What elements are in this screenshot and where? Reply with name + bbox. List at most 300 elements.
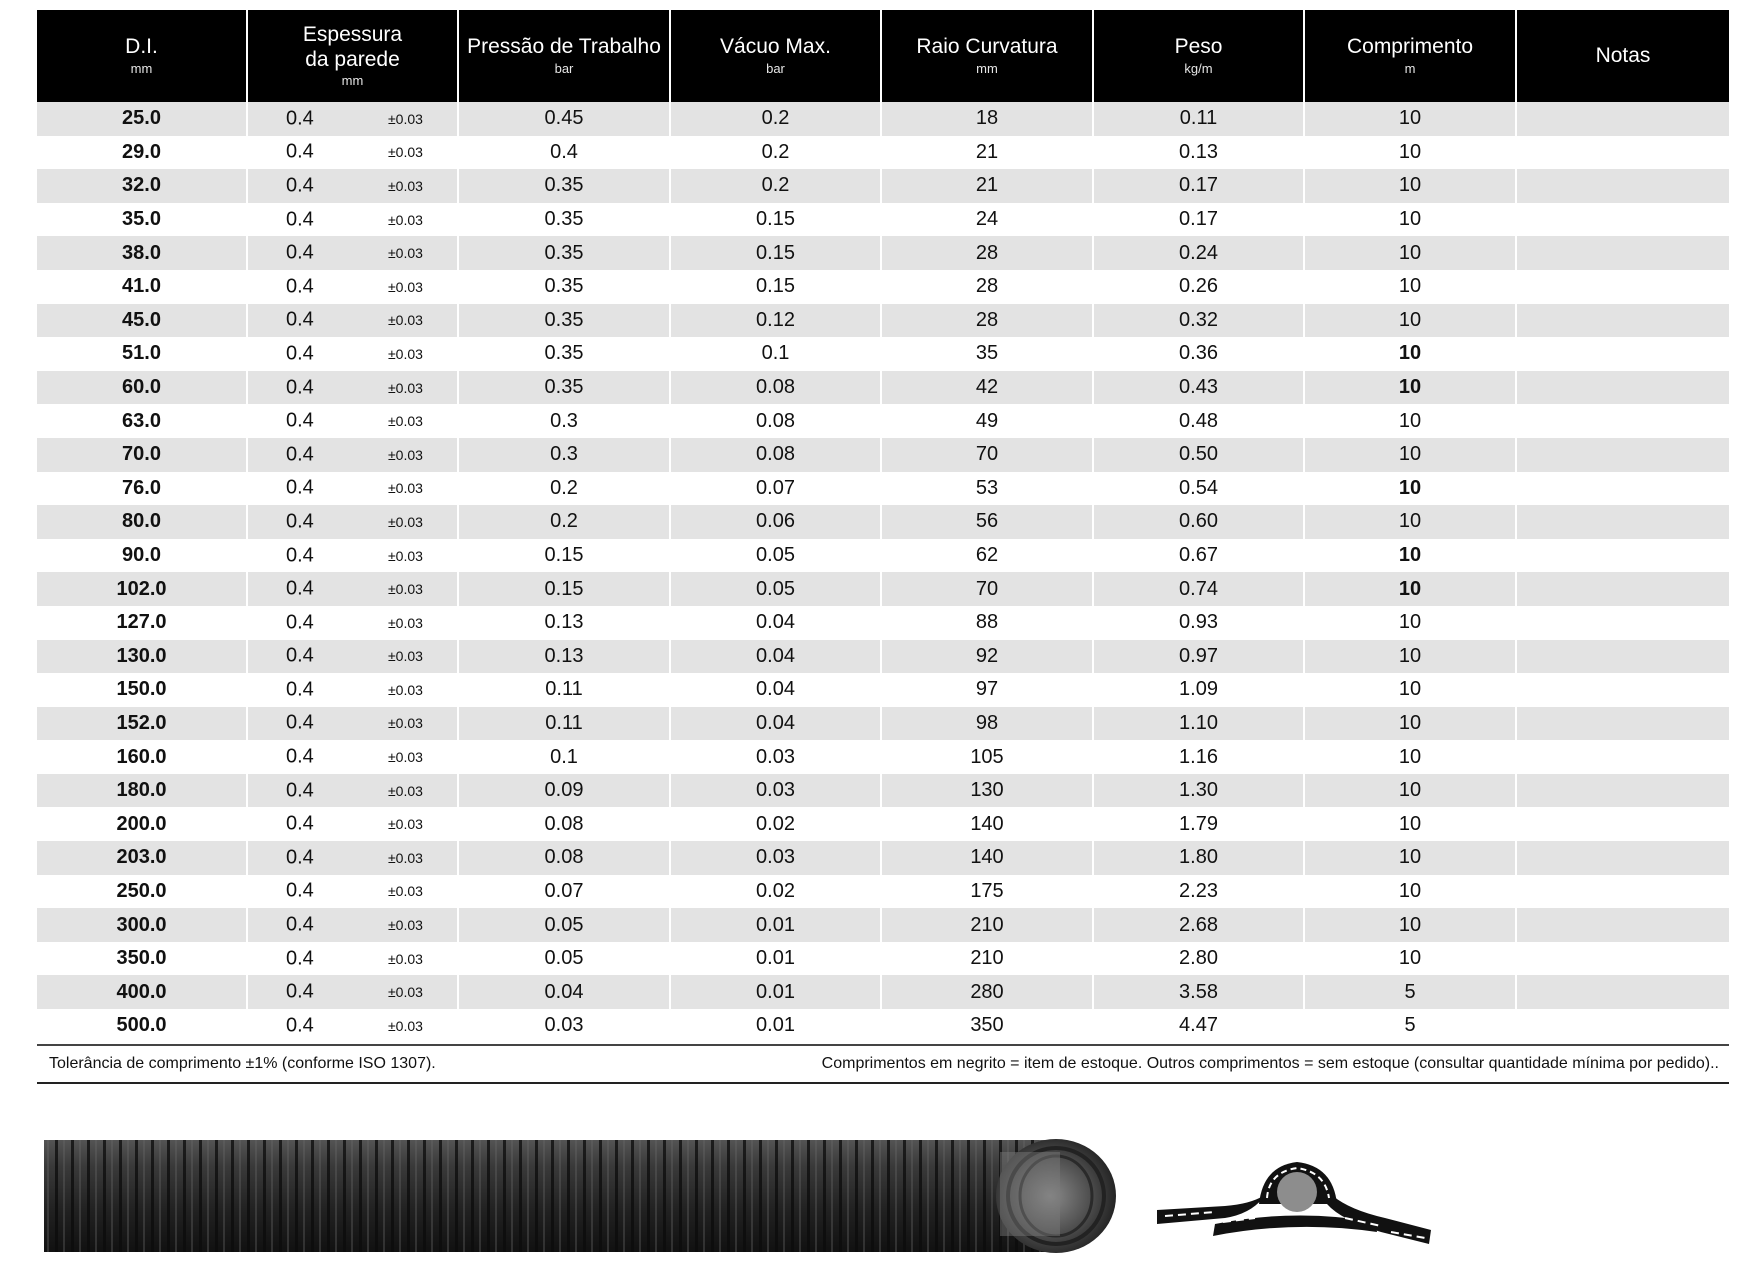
cell-di: 70.0 [37,438,248,472]
table-row [37,707,1729,741]
cell-di: 350.0 [37,942,248,976]
cell-di: 130.0 [37,640,248,674]
cell-weight: 0.93 [1094,606,1305,640]
table-row [37,438,1729,472]
header-label: D.I. [125,35,158,59]
cell-di: 29.0 [37,136,248,170]
cell-bend-radius: 210 [882,942,1094,976]
cell-notes [1517,673,1729,707]
cell-max-vacuum: 0.12 [671,304,882,338]
cell-bend-radius: 140 [882,841,1094,875]
cell-working-pressure: 0.15 [459,572,671,606]
cell-di: 203.0 [37,841,248,875]
cell-di: 250.0 [37,875,248,909]
cell-bend-radius: 280 [882,975,1094,1009]
thickness-value: 0.4 [286,745,314,768]
cell-max-vacuum: 0.2 [671,169,882,203]
cell-wall-thickness [248,102,459,136]
thickness-value: 0.4 [286,208,314,231]
cell-bend-radius: 56 [882,505,1094,539]
thickness-value: 0.4 [286,510,314,533]
cell-working-pressure: 0.04 [459,975,671,1009]
table-row [37,640,1729,674]
cell-working-pressure: 0.35 [459,270,671,304]
cell-working-pressure: 0.35 [459,304,671,338]
cell-weight: 1.30 [1094,774,1305,808]
cell-weight: 0.60 [1094,505,1305,539]
cell-bend-radius: 140 [882,807,1094,841]
header-unit: bar [766,60,785,76]
cell-di: 51.0 [37,337,248,371]
thickness-tolerance: ±0.03 [388,816,423,833]
cell-working-pressure: 0.3 [459,438,671,472]
cell-di: 35.0 [37,203,248,237]
cell-weight: 1.80 [1094,841,1305,875]
cell-wall-thickness [248,807,459,841]
header-label: Vácuo Max. [720,35,831,59]
cell-length: 10 [1305,136,1517,170]
cell-bend-radius: 92 [882,640,1094,674]
cell-di: 180.0 [37,774,248,808]
table-row [37,169,1729,203]
stock-legend-note: Comprimentos em negrito = item de estoque. Outros comprimentos = sem estoque (consultar quantidade mínima por pedido).. [821,1054,1719,1072]
cell-max-vacuum: 0.01 [671,1009,882,1043]
cell-wall-thickness [248,404,459,438]
thickness-tolerance: ±0.03 [388,144,423,161]
cell-working-pressure: 0.35 [459,371,671,405]
cell-working-pressure: 0.2 [459,505,671,539]
cell-wall-thickness [248,606,459,640]
cell-bend-radius: 130 [882,774,1094,808]
cell-wall-thickness [248,438,459,472]
thickness-tolerance: ±0.03 [388,782,423,799]
cell-wall-thickness [248,136,459,170]
thickness-tolerance: ±0.03 [388,345,423,362]
cell-length: 10 [1305,505,1517,539]
cell-length: 10 [1305,875,1517,909]
cell-notes [1517,1009,1729,1043]
thickness-value: 0.4 [286,342,314,365]
cell-length: 10 [1305,304,1517,338]
cell-bend-radius: 97 [882,673,1094,707]
cell-di: 102.0 [37,572,248,606]
cell-weight: 0.11 [1094,102,1305,136]
table-row [37,203,1729,237]
cell-working-pressure: 0.07 [459,875,671,909]
thickness-tolerance: ±0.03 [388,984,423,1001]
spec-table [37,10,1729,1043]
cell-length: 10 [1305,740,1517,774]
cell-di: 41.0 [37,270,248,304]
cell-wall-thickness [248,875,459,909]
thickness-value: 0.4 [286,577,314,600]
header-label: Pressão de Trabalho [467,35,661,59]
header-unit: mm [130,60,153,76]
cell-notes [1517,572,1729,606]
cell-di: 300.0 [37,908,248,942]
table-row [37,371,1729,405]
cell-length: 10 [1305,908,1517,942]
spec-sheet [37,10,1729,1084]
cell-weight: 0.32 [1094,304,1305,338]
cell-length: 10 [1305,438,1517,472]
cell-notes [1517,304,1729,338]
cell-bend-radius: 28 [882,270,1094,304]
cell-wall-thickness [248,740,459,774]
header-max-vacuum [671,10,882,102]
cell-max-vacuum: 0.1 [671,337,882,371]
cell-length: 10 [1305,539,1517,573]
header-label: Comprimento [1346,35,1474,59]
cell-di: 127.0 [37,606,248,640]
cell-weight: 0.17 [1094,203,1305,237]
table-row [37,774,1729,808]
cell-working-pressure: 0.09 [459,774,671,808]
cell-max-vacuum: 0.05 [671,572,882,606]
cell-di: 80.0 [37,505,248,539]
cell-length: 10 [1305,942,1517,976]
thickness-value: 0.4 [286,174,314,197]
header-label: Espessura da parede [302,23,403,71]
profile-wire [1277,1172,1317,1212]
cell-notes [1517,774,1729,808]
header-unit: bar [554,60,574,76]
cell-working-pressure: 0.15 [459,539,671,573]
cell-length: 10 [1305,169,1517,203]
thickness-value: 0.4 [286,711,314,734]
table-body [37,102,1729,1043]
header-weight [1094,10,1305,102]
thickness-value: 0.4 [286,376,314,399]
cell-length: 10 [1305,270,1517,304]
cell-bend-radius: 21 [882,169,1094,203]
cell-weight: 0.74 [1094,572,1305,606]
cell-notes [1517,505,1729,539]
thickness-tolerance: ±0.03 [388,614,423,631]
cell-wall-thickness [248,774,459,808]
cell-weight: 2.68 [1094,908,1305,942]
cell-length: 10 [1305,807,1517,841]
header-label: Notas [1595,43,1651,67]
cell-weight: 2.80 [1094,942,1305,976]
header-unit: m [1404,60,1416,76]
cell-di: 25.0 [37,102,248,136]
cell-notes [1517,875,1729,909]
cell-bend-radius: 88 [882,606,1094,640]
cell-max-vacuum: 0.06 [671,505,882,539]
cell-notes [1517,740,1729,774]
table-row [37,404,1729,438]
cell-max-vacuum: 0.08 [671,438,882,472]
cell-working-pressure: 0.08 [459,807,671,841]
cell-working-pressure: 0.45 [459,102,671,136]
cell-bend-radius: 21 [882,136,1094,170]
cell-di: 150.0 [37,673,248,707]
cell-wall-thickness [248,841,459,875]
cell-working-pressure: 0.05 [459,942,671,976]
cell-wall-thickness [248,169,459,203]
cell-notes [1517,404,1729,438]
cell-wall-thickness [248,270,459,304]
cell-wall-thickness [248,337,459,371]
hose-body [44,1140,1064,1252]
cell-notes [1517,270,1729,304]
cell-di: 90.0 [37,539,248,573]
header-di [37,10,248,102]
thickness-tolerance: ±0.03 [388,245,423,262]
cell-working-pressure: 0.11 [459,673,671,707]
thickness-tolerance: ±0.03 [388,581,423,598]
cell-wall-thickness [248,640,459,674]
table-row [37,1009,1729,1043]
cell-max-vacuum: 0.03 [671,774,882,808]
thickness-value: 0.4 [286,611,314,634]
cell-notes [1517,472,1729,506]
cell-weight: 0.26 [1094,270,1305,304]
cell-bend-radius: 18 [882,102,1094,136]
cell-length: 10 [1305,203,1517,237]
cell-weight: 1.10 [1094,707,1305,741]
thickness-tolerance: ±0.03 [388,513,423,530]
header-wall-thickness [248,10,459,102]
cell-wall-thickness [248,975,459,1009]
thickness-tolerance: ±0.03 [388,715,423,732]
cell-bend-radius: 210 [882,908,1094,942]
cell-notes [1517,102,1729,136]
cell-max-vacuum: 0.03 [671,740,882,774]
cell-wall-thickness [248,942,459,976]
cell-length: 10 [1305,841,1517,875]
cell-max-vacuum: 0.04 [671,606,882,640]
table-row [37,304,1729,338]
cell-notes [1517,539,1729,573]
thickness-tolerance: ±0.03 [388,950,423,967]
cell-weight: 4.47 [1094,1009,1305,1043]
cell-weight: 0.24 [1094,236,1305,270]
header-label: Peso [1174,35,1223,59]
cell-bend-radius: 350 [882,1009,1094,1043]
cell-length: 10 [1305,673,1517,707]
cell-working-pressure: 0.13 [459,640,671,674]
cell-max-vacuum: 0.02 [671,807,882,841]
cell-bend-radius: 28 [882,304,1094,338]
thickness-tolerance: ±0.03 [388,413,423,430]
cell-di: 400.0 [37,975,248,1009]
thickness-value: 0.4 [286,140,314,163]
cell-notes [1517,236,1729,270]
thickness-value: 0.4 [286,476,314,499]
cell-notes [1517,337,1729,371]
cell-max-vacuum: 0.04 [671,707,882,741]
table-row [37,807,1729,841]
thickness-tolerance: ±0.03 [388,1017,423,1034]
cell-weight: 1.09 [1094,673,1305,707]
table-row [37,740,1729,774]
table-row [37,942,1729,976]
thickness-tolerance: ±0.03 [388,547,423,564]
cell-length: 5 [1305,1009,1517,1043]
cell-di: 32.0 [37,169,248,203]
thickness-value: 0.4 [286,947,314,970]
cell-notes [1517,975,1729,1009]
cell-length: 10 [1305,472,1517,506]
thickness-tolerance: ±0.03 [388,446,423,463]
table-row [37,539,1729,573]
cell-max-vacuum: 0.04 [671,640,882,674]
header-length [1305,10,1517,102]
cell-notes [1517,169,1729,203]
table-row [37,270,1729,304]
cell-bend-radius: 70 [882,438,1094,472]
cell-weight: 0.43 [1094,371,1305,405]
thickness-value: 0.4 [286,779,314,802]
length-tolerance-note: Tolerância de comprimento ±1% (conforme ISO 1307). [49,1054,436,1072]
thickness-tolerance: ±0.03 [388,211,423,228]
thickness-tolerance: ±0.03 [388,312,423,329]
table-row [37,337,1729,371]
cell-weight: 0.97 [1094,640,1305,674]
cell-length: 10 [1305,337,1517,371]
cell-weight: 3.58 [1094,975,1305,1009]
thickness-value: 0.4 [286,644,314,667]
cell-working-pressure: 0.35 [459,337,671,371]
thickness-tolerance: ±0.03 [388,110,423,127]
cell-weight: 1.79 [1094,807,1305,841]
cell-di: 45.0 [37,304,248,338]
table-row [37,673,1729,707]
cell-bend-radius: 28 [882,236,1094,270]
cell-max-vacuum: 0.03 [671,841,882,875]
header-bend-radius [882,10,1094,102]
cell-notes [1517,807,1729,841]
cell-max-vacuum: 0.01 [671,908,882,942]
table-row [37,236,1729,270]
thickness-value: 0.4 [286,913,314,936]
cell-working-pressure: 0.2 [459,472,671,506]
cell-wall-thickness [248,203,459,237]
cell-weight: 0.48 [1094,404,1305,438]
cell-di: 500.0 [37,1009,248,1043]
header-unit: mm [976,60,998,76]
cell-wall-thickness [248,1009,459,1043]
cell-bend-radius: 24 [882,203,1094,237]
cell-working-pressure: 0.05 [459,908,671,942]
cell-di: 152.0 [37,707,248,741]
cell-notes [1517,841,1729,875]
cell-wall-thickness [248,371,459,405]
thickness-tolerance: ±0.03 [388,480,423,497]
thickness-value: 0.4 [286,443,314,466]
cell-weight: 0.17 [1094,169,1305,203]
cell-working-pressure: 0.3 [459,404,671,438]
cell-working-pressure: 0.35 [459,169,671,203]
cell-notes [1517,606,1729,640]
cell-bend-radius: 49 [882,404,1094,438]
table-row [37,975,1729,1009]
table-row [37,136,1729,170]
cell-max-vacuum: 0.15 [671,203,882,237]
thickness-tolerance: ±0.03 [388,917,423,934]
cell-weight: 1.16 [1094,740,1305,774]
header-unit: mm [341,72,364,88]
wall-profile-illustration [1155,1148,1435,1258]
thickness-tolerance: ±0.03 [388,681,423,698]
table-footer [37,1044,1729,1084]
table-row [37,875,1729,909]
header-working-pressure [459,10,671,102]
cell-length: 10 [1305,236,1517,270]
cell-bend-radius: 70 [882,572,1094,606]
cell-bend-radius: 62 [882,539,1094,573]
cell-working-pressure: 0.35 [459,203,671,237]
cell-working-pressure: 0.1 [459,740,671,774]
thickness-value: 0.4 [286,544,314,567]
cell-max-vacuum: 0.01 [671,975,882,1009]
thickness-value: 0.4 [286,980,314,1003]
thickness-tolerance: ±0.03 [388,849,423,866]
cell-length: 10 [1305,572,1517,606]
cell-wall-thickness [248,236,459,270]
cell-wall-thickness [248,539,459,573]
cell-wall-thickness [248,572,459,606]
cell-notes [1517,371,1729,405]
cell-notes [1517,908,1729,942]
cell-working-pressure: 0.4 [459,136,671,170]
cell-weight: 0.54 [1094,472,1305,506]
cell-length: 10 [1305,606,1517,640]
cell-notes [1517,136,1729,170]
cell-weight: 0.13 [1094,136,1305,170]
cell-wall-thickness [248,304,459,338]
cell-length: 10 [1305,371,1517,405]
table-row [37,908,1729,942]
cell-di: 76.0 [37,472,248,506]
cell-bend-radius: 175 [882,875,1094,909]
cell-wall-thickness [248,472,459,506]
thickness-tolerance: ±0.03 [388,883,423,900]
cell-wall-thickness [248,908,459,942]
cell-bend-radius: 98 [882,707,1094,741]
cell-max-vacuum: 0.04 [671,673,882,707]
cell-bend-radius: 42 [882,371,1094,405]
cell-max-vacuum: 0.2 [671,102,882,136]
cell-max-vacuum: 0.15 [671,270,882,304]
hose-illustration [44,1134,1124,1259]
header-unit: kg/m [1184,60,1213,76]
cell-length: 10 [1305,774,1517,808]
cell-weight: 0.67 [1094,539,1305,573]
cell-di: 38.0 [37,236,248,270]
cell-working-pressure: 0.13 [459,606,671,640]
header-notes [1517,10,1729,102]
cell-max-vacuum: 0.05 [671,539,882,573]
cell-di: 200.0 [37,807,248,841]
thickness-value: 0.4 [286,308,314,331]
cell-bend-radius: 105 [882,740,1094,774]
table-row [37,472,1729,506]
thickness-value: 0.4 [286,846,314,869]
cell-working-pressure: 0.08 [459,841,671,875]
thickness-value: 0.4 [286,879,314,902]
cell-length: 5 [1305,975,1517,1009]
thickness-value: 0.4 [286,107,314,130]
cell-bend-radius: 53 [882,472,1094,506]
cell-di: 160.0 [37,740,248,774]
cell-weight: 2.23 [1094,875,1305,909]
cell-length: 10 [1305,707,1517,741]
cell-max-vacuum: 0.01 [671,942,882,976]
thickness-tolerance: ±0.03 [388,749,423,766]
